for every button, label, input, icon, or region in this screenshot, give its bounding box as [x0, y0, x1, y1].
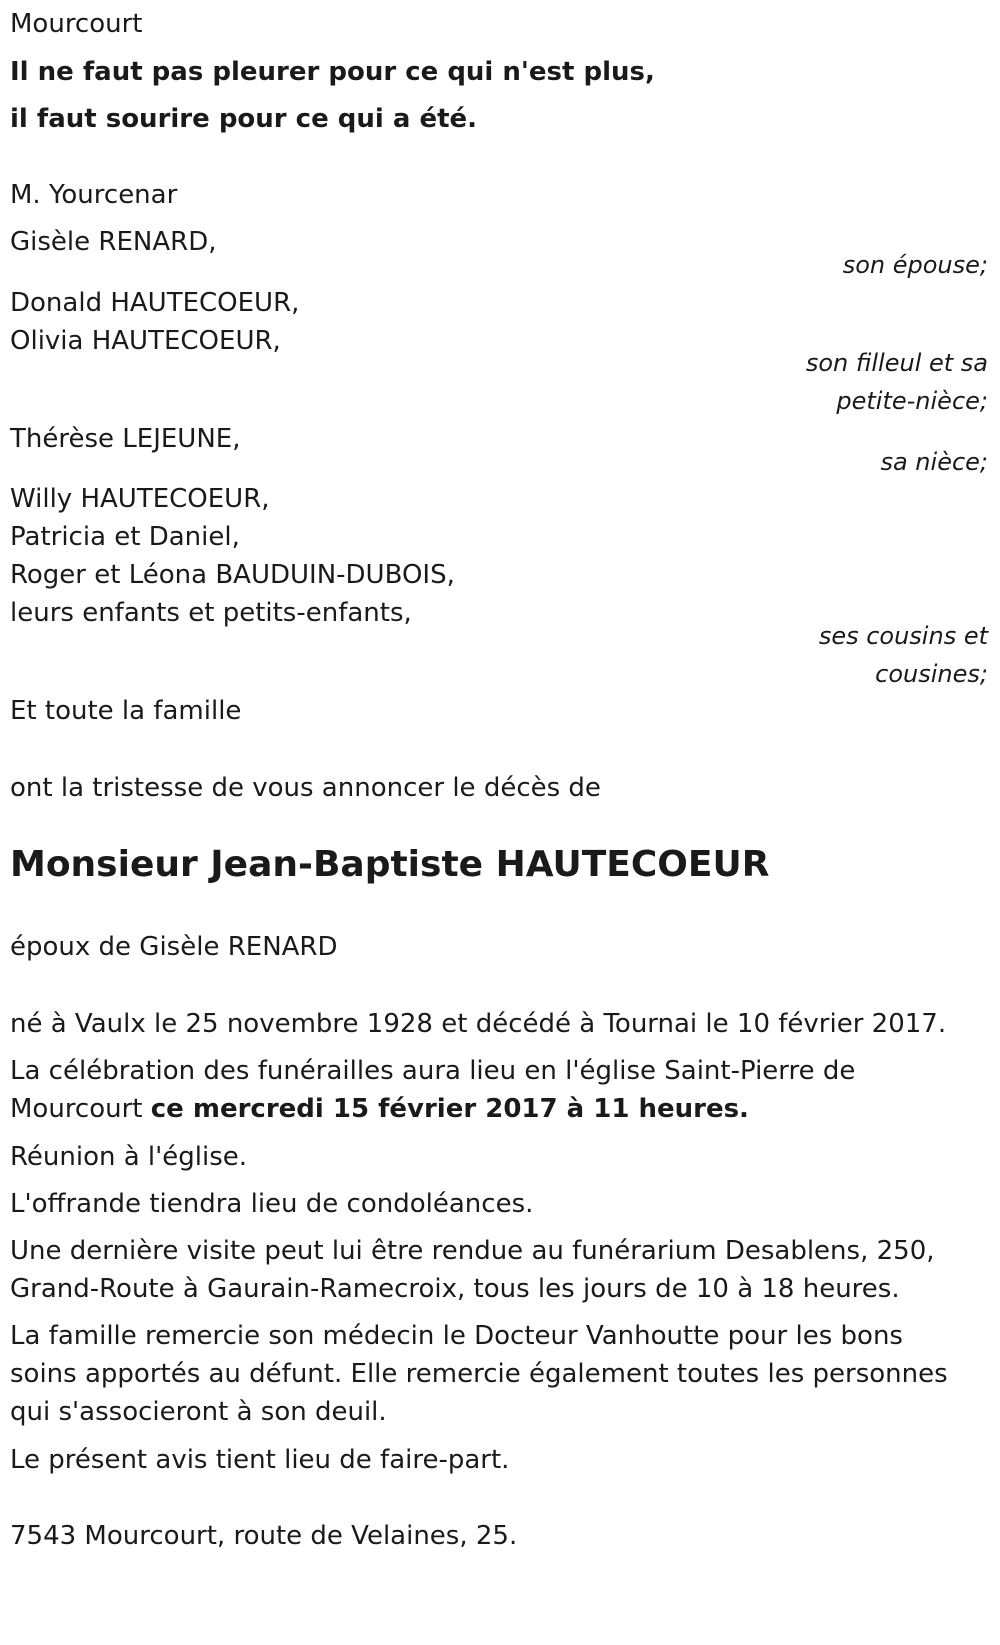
visit-line: Une dernière visite peut lui être rendue au funérarium Desablens, 250, — [10, 1236, 935, 1266]
family-relation-godson: son filleul et sa — [805, 349, 988, 377]
ceremony-place: Mourcourt — [10, 1094, 151, 1124]
spouse-line: époux de Gisèle RENARD — [10, 932, 338, 962]
quote-line-1: Il ne faut pas pleurer pour ce qui n'est plus, — [10, 57, 655, 87]
family-name-spouse: Gisèle RENARD, — [10, 227, 217, 257]
visit-line: Grand-Route à Gaurain-Ramecroix, tous les jours de 10 à 18 heures. — [10, 1274, 900, 1304]
family-name: Donald HAUTECOEUR, — [10, 288, 300, 318]
birth-death-line: né à Vaulx le 25 novembre 1928 et décédé à Tournai le 10 février 2017. — [10, 1009, 947, 1039]
place-header: Mourcourt — [10, 9, 143, 39]
thanks-line: qui s'associeront à son deuil. — [10, 1397, 387, 1427]
announcement-line: ont la tristesse de vous annoncer le décès de — [10, 773, 601, 803]
quote-author: M. Yourcenar — [10, 180, 178, 210]
family-relation-cousins: ses cousins et — [818, 622, 988, 650]
ceremony-line-1: La célébration des funérailles aura lieu en l'église Saint-Pierre de — [10, 1056, 856, 1086]
meeting-line: Réunion à l'église. — [10, 1142, 248, 1172]
deceased-name: Monsieur Jean-Baptiste HAUTECOEUR — [10, 844, 770, 885]
family-relation-spouse: son épouse; — [842, 251, 988, 279]
thanks-line: soins apportés au défunt. Elle remercie également toutes les personnes — [10, 1359, 948, 1389]
family-closing: Et toute la famille — [10, 696, 242, 726]
family-relation-niece: sa nièce; — [880, 448, 988, 476]
family-name: Willy HAUTECOEUR, — [10, 484, 270, 514]
thanks-line: La famille remercie son médecin le Docteur Vanhoutte pour les bons — [10, 1321, 903, 1351]
family-name-niece: Thérèse LEJEUNE, — [10, 424, 241, 454]
family-relation-cousins: cousines; — [875, 660, 988, 688]
notice-line: Le présent avis tient lieu de faire-part. — [10, 1445, 510, 1475]
family-name: Olivia HAUTECOEUR, — [10, 326, 281, 356]
ceremony-line-2 — [10, 1089, 749, 1129]
family-name: leurs enfants et petits-enfants, — [10, 598, 412, 628]
family-name: Patricia et Daniel, — [10, 522, 240, 552]
ceremony-datetime: ce mercredi 15 février 2017 à 11 heures. — [150, 1094, 749, 1124]
family-name: Roger et Léona BAUDUIN-DUBOIS, — [10, 560, 455, 590]
offering-line: L'offrande tiendra lieu de condoléances. — [10, 1189, 534, 1219]
family-relation-godson: petite-nièce; — [836, 387, 988, 415]
address-line: 7543 Mourcourt, route de Velaines, 25. — [10, 1521, 518, 1551]
quote-line-2: il faut sourire pour ce qui a été. — [10, 104, 478, 134]
